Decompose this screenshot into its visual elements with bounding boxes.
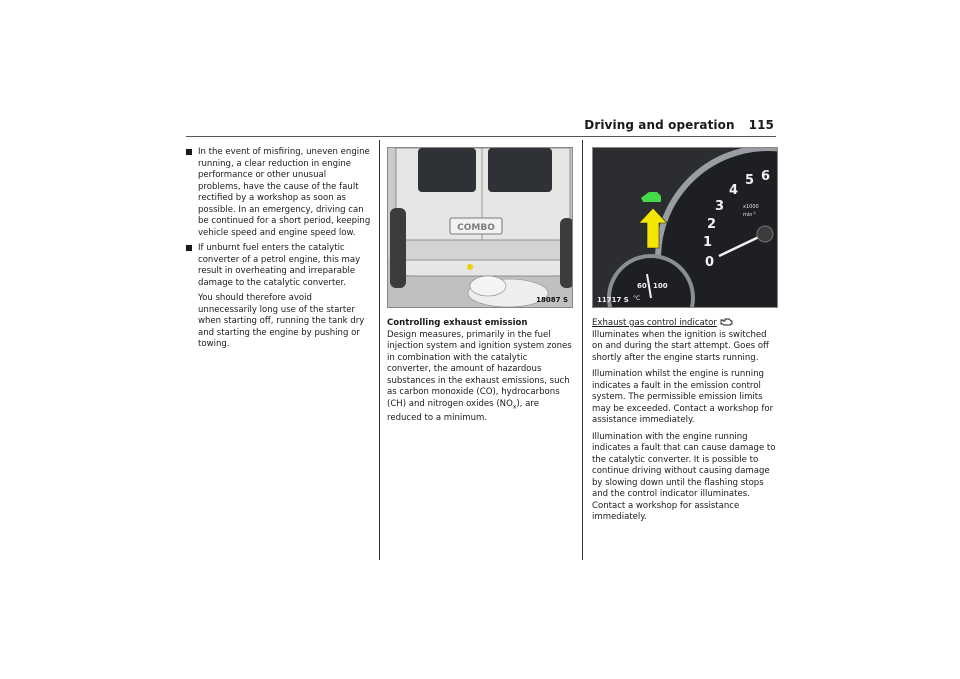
page-number: 115	[748, 118, 774, 132]
paragraph-indicator-ignition: Illuminates when the ignition is switched on and during the start attempt. Goes off shortly after the engine starts running.	[592, 329, 769, 363]
paragraph-indicator-running: Illumination whilst the engine is running indicates a fault in the emission control system. The permissible emission limits may be exceeded. Contact a workshop for assistance immediately.	[592, 369, 774, 425]
header-rule	[186, 136, 776, 137]
van-rear-illustration	[388, 148, 573, 308]
figure-van-rear	[387, 147, 573, 308]
figure-instrument-cluster	[592, 147, 778, 308]
page-header	[584, 118, 774, 132]
svg-text:2: 2	[707, 217, 717, 232]
instrument-cluster-illustration	[593, 148, 778, 308]
svg-text:5: 5	[745, 173, 755, 188]
bullet-unburnt-fuel: If unburnt fuel enters the catalytic converter of a petrol engine, this may result in overheating and irreparable damage to the catalytic converter.	[186, 243, 371, 289]
paragraph-indicator-catalytic: Illumination with the engine running indicates a fault that can cause damage to the catalytic converter. It is possible to continue driving without causing damage by slowing down until the flashing stops and the control indicator illuminates. Contact a workshop for assistance immediately.	[592, 431, 776, 522]
svg-text:100: 100	[653, 282, 668, 290]
svg-text:0: 0	[705, 255, 715, 270]
svg-text:min-1: $\min^{-1}$	[743, 211, 756, 218]
svg-text:°C: °C	[633, 295, 641, 302]
svg-text:4: 4	[729, 183, 739, 198]
svg-text:x1000: x1000	[743, 204, 759, 210]
svg-text:60: 60	[637, 282, 647, 290]
engine-check-icon	[720, 318, 733, 326]
bullet-misfiring: In the event of misfiring, uneven engine running, a clear reduction in engine performance or other unusual problems, have the cause of the fault rectified by a workshop as soon as possible. In an emergency, driving can be continued for a short period, keeping vehicle speed and engine speed low.	[186, 147, 371, 239]
paragraph-avoid-starter: You should therefore avoid unnecessarily long use of the starter when starting off, running the tank dry and starting the engine by pushing or towing.	[198, 293, 365, 349]
svg-text:1: 1	[703, 235, 713, 250]
middle-column	[387, 318, 573, 429]
right-column	[592, 318, 778, 529]
column-divider-right	[582, 140, 583, 560]
column-divider-left	[379, 140, 380, 560]
left-column	[186, 147, 371, 355]
svg-text:6: 6	[761, 169, 771, 184]
figure-code-right: 11717 S	[597, 296, 629, 304]
svg-text:3: 3	[715, 199, 725, 214]
van-plate-text: COMBO	[457, 223, 495, 233]
figure-code-left: 18087 S	[536, 296, 568, 304]
heading-exhaust-emission: Controlling exhaust emission	[387, 318, 528, 328]
section-title: Driving and operation	[584, 118, 735, 132]
paragraph-emission-design: Design measures, primarily in the fuel injection system and ignition system zones in combination with the catalytic converter, the amount of hazardous substances in the exhaust emissions, such as carbon monoxide (CO), hydrocarbons (CH) and nitrogen oxides $(NO_x)$, are reduced to a minimum.	[387, 329, 572, 423]
heading-exhaust-indicator: Exhaust gas control indicator	[592, 318, 778, 330]
